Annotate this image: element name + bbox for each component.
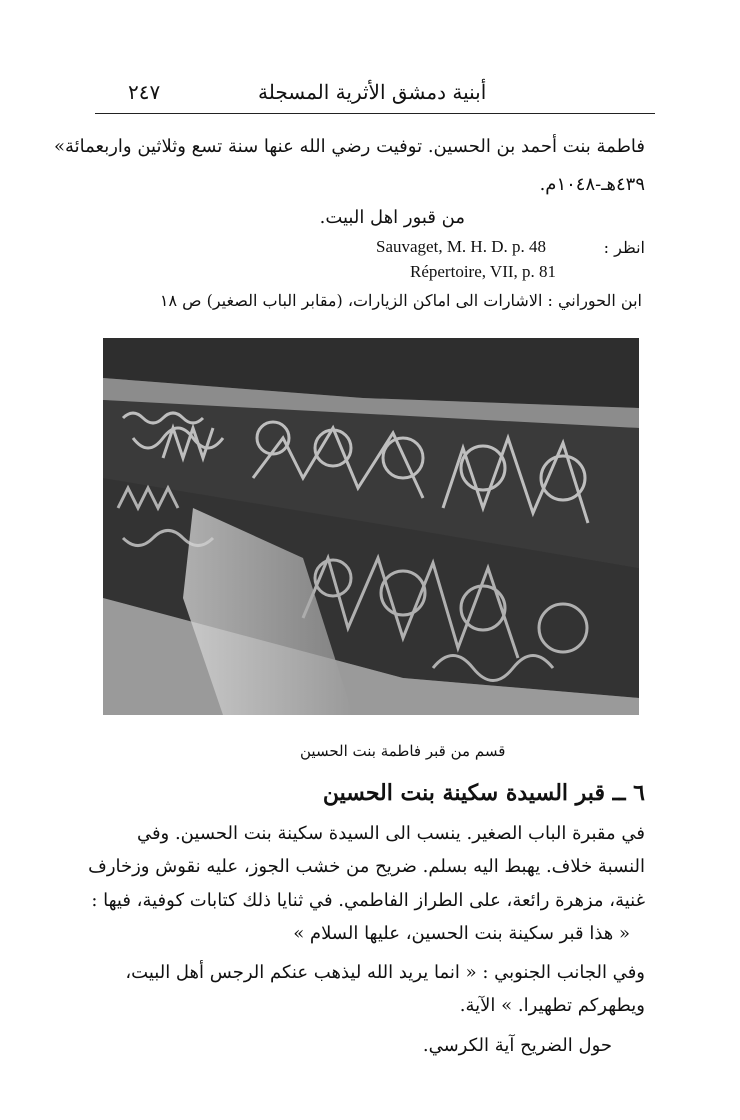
running-title: أبنية دمشق الأثرية المسجلة xyxy=(258,80,487,104)
ref-repertoire: Répertoire, VII, p. 81 xyxy=(410,262,557,281)
tomb-photograph xyxy=(103,338,639,715)
ref-hourani: ابن الحوراني : الاشارات الى اماكن الزيارات، (مقابر الباب الصغير) ص ١٨ xyxy=(159,291,642,310)
para-line-1: في مقبرة الباب الصغير. ينسب الى السيدة سكينة بنت الحسين. وفي xyxy=(136,823,645,844)
ref-sauvaget: Sauvaget, M. H. D. p. 48 xyxy=(376,237,546,256)
page-number: ٢٤٧ xyxy=(128,80,161,104)
entry-line-2: ٤٣٩هـ-١٠٤٨م. xyxy=(539,174,645,195)
header-rule xyxy=(95,113,655,114)
para-line-2: النسبة خلاف. يهبط اليه بسلم. ضريح من خشب الجوز، عليه نقوش وزخارف xyxy=(88,856,645,877)
section-heading: ٦ ــ قبر السيدة سكينة بنت الحسين xyxy=(322,780,645,806)
para-line-4: « هذا قبر سكينة بنت الحسين، عليها السلام » xyxy=(293,923,630,944)
entry-line-3: من قبور اهل البيت. xyxy=(319,207,465,228)
para-line-6: ويطهركم تطهيرا. » الآية. xyxy=(459,995,645,1016)
para-line-5: وفي الجانب الجنوبي : « انما يريد الله ليذهب عنكم الرجس أهل البيت، xyxy=(125,962,645,983)
entry-line-1: فاطمة بنت أحمد بن الحسين. توفيت رضي الله عنها سنة تسع وثلاثين واربعمائة» xyxy=(53,136,645,157)
see-label: انظر : xyxy=(603,238,645,257)
para-line-7: حول الضريح آية الكرسي. xyxy=(422,1035,612,1056)
para-line-3: غنية، مزهرة رائعة، على الطراز الفاطمي. في ثنايا ذلك كتابات كوفية، فيها : xyxy=(91,890,645,911)
figure-caption: قسم من قبر فاطمة بنت الحسين xyxy=(300,742,506,760)
